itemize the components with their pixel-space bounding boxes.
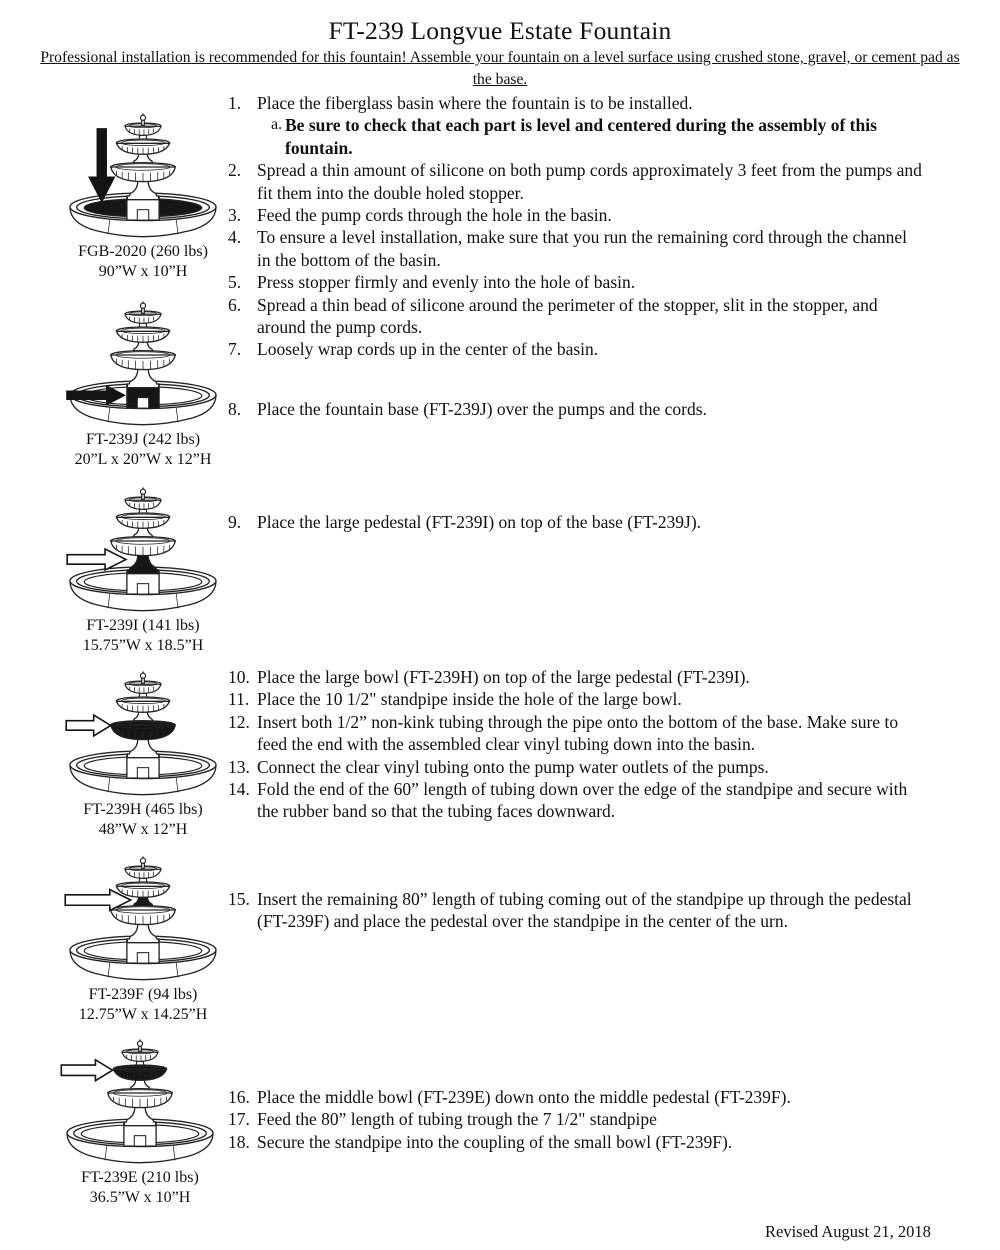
step-number: 18. <box>228 1131 250 1152</box>
step-11 <box>228 688 922 710</box>
fountain-large-bowl-diagram <box>62 670 224 798</box>
revision-note: Revised August 21, 2018 <box>765 1222 931 1241</box>
step-16 <box>228 1086 922 1108</box>
step-number: 14. <box>228 779 250 800</box>
step-3 <box>228 204 922 226</box>
step-text: Place the large bowl (FT-239H) on top of the large pedestal (FT-239I). <box>257 667 750 687</box>
page-subtitle: Professional installation is recommended for this fountain! Assemble your fountain on a level surface using crushed stone, gravel, or cement pad as the base. <box>40 49 960 88</box>
figure-middle-pedestal <box>55 855 231 1024</box>
part-label: FT-239I (141 lbs) <box>86 617 200 634</box>
step-number: 4. <box>228 227 242 248</box>
part-label: FT-239F (94 lbs) <box>88 986 198 1003</box>
part-caption <box>52 1168 228 1207</box>
step-number: 11. <box>228 689 250 710</box>
figure-base <box>55 300 231 469</box>
part-label: FT-239H (465 lbs) <box>83 801 203 818</box>
step-number: 7. <box>228 339 242 360</box>
step-number: 9. <box>228 512 242 532</box>
step-text: Fold the end of the 60” length of tubing down over the edge of the standpipe and secure with the rubber band so that the tubing faces downward. <box>257 779 908 822</box>
step-15 <box>228 888 922 933</box>
steps-group-9 <box>228 511 922 533</box>
fountain-middle-pedestal-diagram <box>62 855 224 983</box>
part-caption <box>55 242 231 281</box>
step-text: Insert the remaining 80” length of tubing coming out of the standpipe up through the pedestal (FT-239F) and place the pedestal over the standpipe in the center of the urn. <box>257 889 912 932</box>
step-13 <box>228 756 922 778</box>
figure-basin <box>55 112 231 281</box>
step-number: 17. <box>228 1109 250 1130</box>
part-caption <box>55 985 231 1024</box>
steps-group-8 <box>228 398 922 420</box>
page-title: FT-239 Longvue Estate Fountain <box>328 16 672 45</box>
step-9 <box>228 511 922 533</box>
right-arrow-icon <box>61 1060 112 1081</box>
part-caption <box>55 800 231 839</box>
step-text: Feed the pump cords through the hole in the basin. <box>257 205 612 226</box>
step-6 <box>228 294 922 339</box>
steps-group-10-14 <box>228 666 922 823</box>
step-text: Spread a thin bead of silicone around the perimeter of the stopper, slit in the stopper, and around the pump cords. <box>257 294 878 338</box>
step-text: To ensure a level installation, make sure that you run the remaining cord through the channel in the bottom of the basin. <box>257 227 907 270</box>
fountain-middle-bowl-diagram <box>59 1038 221 1166</box>
part-dimensions: 15.75”W x 18.5”H <box>82 636 204 654</box>
part-dimensions: 48”W x 12”H <box>98 820 188 838</box>
step-number: 10. <box>228 667 250 687</box>
part-dimensions: 20”L x 20”W x 12”H <box>74 450 212 468</box>
step-text: Place the large pedestal (FT-239I) on top of the base (FT-239J). <box>257 512 702 532</box>
step-17 <box>228 1108 922 1130</box>
fountain-base-diagram <box>62 300 224 428</box>
step-1 <box>228 92 922 114</box>
step-number: 5. <box>228 272 242 293</box>
step-12 <box>228 711 922 756</box>
step-number: 2. <box>228 160 242 181</box>
step-14 <box>228 778 922 823</box>
right-arrow-icon <box>66 715 111 736</box>
step-7 <box>228 338 922 360</box>
steps-group-15 <box>228 888 922 933</box>
step-text: Feed the 80” length of tubing trough the 7 1/2" standpipe <box>257 1109 657 1130</box>
steps-group-16-18 <box>228 1086 922 1153</box>
step-text: Connect the clear vinyl tubing onto the pump water outlets of the pumps. <box>257 756 769 777</box>
part-dimensions: 12.75”W x 14.25”H <box>78 1005 208 1023</box>
step-number: 12. <box>228 711 250 732</box>
step-text: Be sure to check that each part is level and centered during the assembly of this fountain. <box>285 115 877 158</box>
step-text: Insert both 1/2” non-kink tubing through the pipe onto the bottom of the base. Make sure to feed the end with the assembled clear vinyl tubing down into the basin. <box>257 711 899 755</box>
part-dimensions: 36.5”W x 10”H <box>89 1188 191 1206</box>
step-number: 8. <box>228 399 242 419</box>
step-number: 6. <box>228 294 242 315</box>
step-text: Secure the standpipe into the coupling of the small bowl (FT-239F). <box>257 1131 733 1152</box>
step-8 <box>228 398 922 420</box>
step-4 <box>228 226 922 271</box>
step-number: 1. <box>228 93 242 113</box>
step-text: Place the fiberglass basin where the fountain is to be installed. <box>257 93 693 113</box>
step-text: Place the middle bowl (FT-239E) down onto the middle pedestal (FT-239F). <box>257 1087 791 1107</box>
step-number: 3. <box>228 205 242 226</box>
step-5 <box>228 271 922 293</box>
figure-large-pedestal <box>55 486 231 655</box>
right-arrow-icon <box>67 549 126 570</box>
step-number: a. <box>271 116 283 134</box>
part-caption <box>55 430 231 469</box>
step-text: Spread a thin amount of silicone on both pump cords approximately 3 feet from the pumps and fit them into the double holed stopper. <box>257 160 922 203</box>
step-number: 16. <box>228 1087 250 1107</box>
part-label: FT-239E (210 lbs) <box>81 1169 199 1186</box>
fountain-large-pedestal-diagram <box>62 486 224 614</box>
part-label: FT-239J (242 lbs) <box>85 431 201 448</box>
step-number: 13. <box>228 756 250 777</box>
step-text: Loosely wrap cords up in the center of the basin. <box>257 339 599 360</box>
step-1a <box>228 114 922 159</box>
step-2 <box>228 159 922 204</box>
step-text: Place the fountain base (FT-239J) over the pumps and the cords. <box>257 399 707 419</box>
step-18 <box>228 1131 922 1153</box>
fountain-basin-diagram <box>62 112 224 240</box>
part-dimensions: 90”W x 10”H <box>98 262 188 280</box>
part-caption <box>55 616 231 655</box>
figure-middle-bowl <box>52 1038 228 1207</box>
step-text: Press stopper firmly and evenly into the hole of basin. <box>257 272 636 293</box>
step-text: Place the 10 1/2" standpipe inside the hole of the large bowl. <box>257 689 682 710</box>
step-number: 15. <box>228 889 250 909</box>
steps-group-1-7 <box>228 92 922 361</box>
figure-large-bowl <box>55 670 231 839</box>
step-10 <box>228 666 922 688</box>
part-label: FGB-2020 (260 lbs) <box>78 243 208 260</box>
